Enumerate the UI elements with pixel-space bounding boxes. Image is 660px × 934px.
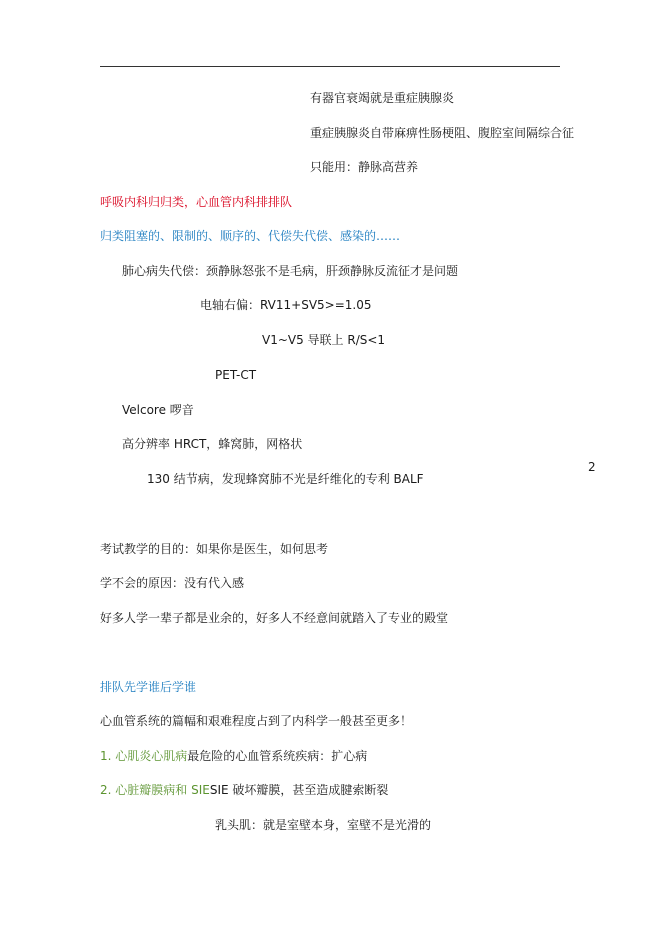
list-item-highlight: 心肌炎心肌病 — [115, 749, 188, 763]
text-line: 130 结节病，发现蜂窝肺不光是纤维化的专利 BALF — [147, 472, 424, 486]
page-number: 2 — [588, 460, 596, 474]
text-line: V1~V5 导联上 R/S<1 — [262, 333, 386, 347]
section-subheading: 归类阻塞的、限制的、顺序的、代偿失代偿、感染的…… — [100, 229, 401, 243]
list-item-text: 最危险的心血管系统疾病：扩心病 — [187, 749, 368, 763]
section-heading: 呼吸内科归归类，心血管内科排排队 — [100, 195, 293, 209]
text-line: 乳头肌：就是室壁本身，室壁不是光滑的 — [215, 818, 432, 832]
text-line: 学不会的原因：没有代入感 — [100, 576, 245, 590]
text-line: 有器官衰竭就是重症胰腺炎 — [310, 91, 455, 105]
text-line: 考试教学的目的：如果你是医生，如何思考 — [100, 542, 329, 556]
text-line: 肺心病失代偿：颈静脉怒张不是毛病，肝颈静脉反流征才是问题 — [122, 264, 459, 278]
list-item — [100, 748, 367, 764]
section-subheading: 排队先学谁后学谁 — [100, 680, 197, 694]
list-number: 1. — [100, 749, 112, 763]
text-line: 只能用：静脉高营养 — [310, 160, 419, 174]
list-number: 2. — [100, 783, 112, 797]
text-line: 心血管系统的篇幅和艰难程度占到了内科学一般甚至更多！ — [100, 714, 413, 728]
text-line: PET-CT — [215, 368, 257, 382]
text-line: 高分辨率 HRCT，蜂窝肺，网格状 — [122, 437, 303, 451]
text-line: 电轴右偏：RV11+SV5>=1.05 — [200, 298, 372, 312]
text-line: 重症胰腺炎自带麻痹性肠梗阻、腹腔室间隔综合征 — [310, 126, 575, 140]
text-line: 好多人学一辈子都是业余的，好多人不经意间就踏入了专业的殿堂 — [100, 611, 449, 625]
list-item-text: SIE 破坏瓣膜，甚至造成腱索断裂 — [209, 783, 389, 797]
list-item — [100, 782, 388, 798]
text-line: Velcore 啰音 — [122, 403, 194, 417]
list-item-highlight: 心脏瓣膜病和 SIE — [115, 783, 210, 797]
header-rule — [100, 66, 560, 67]
